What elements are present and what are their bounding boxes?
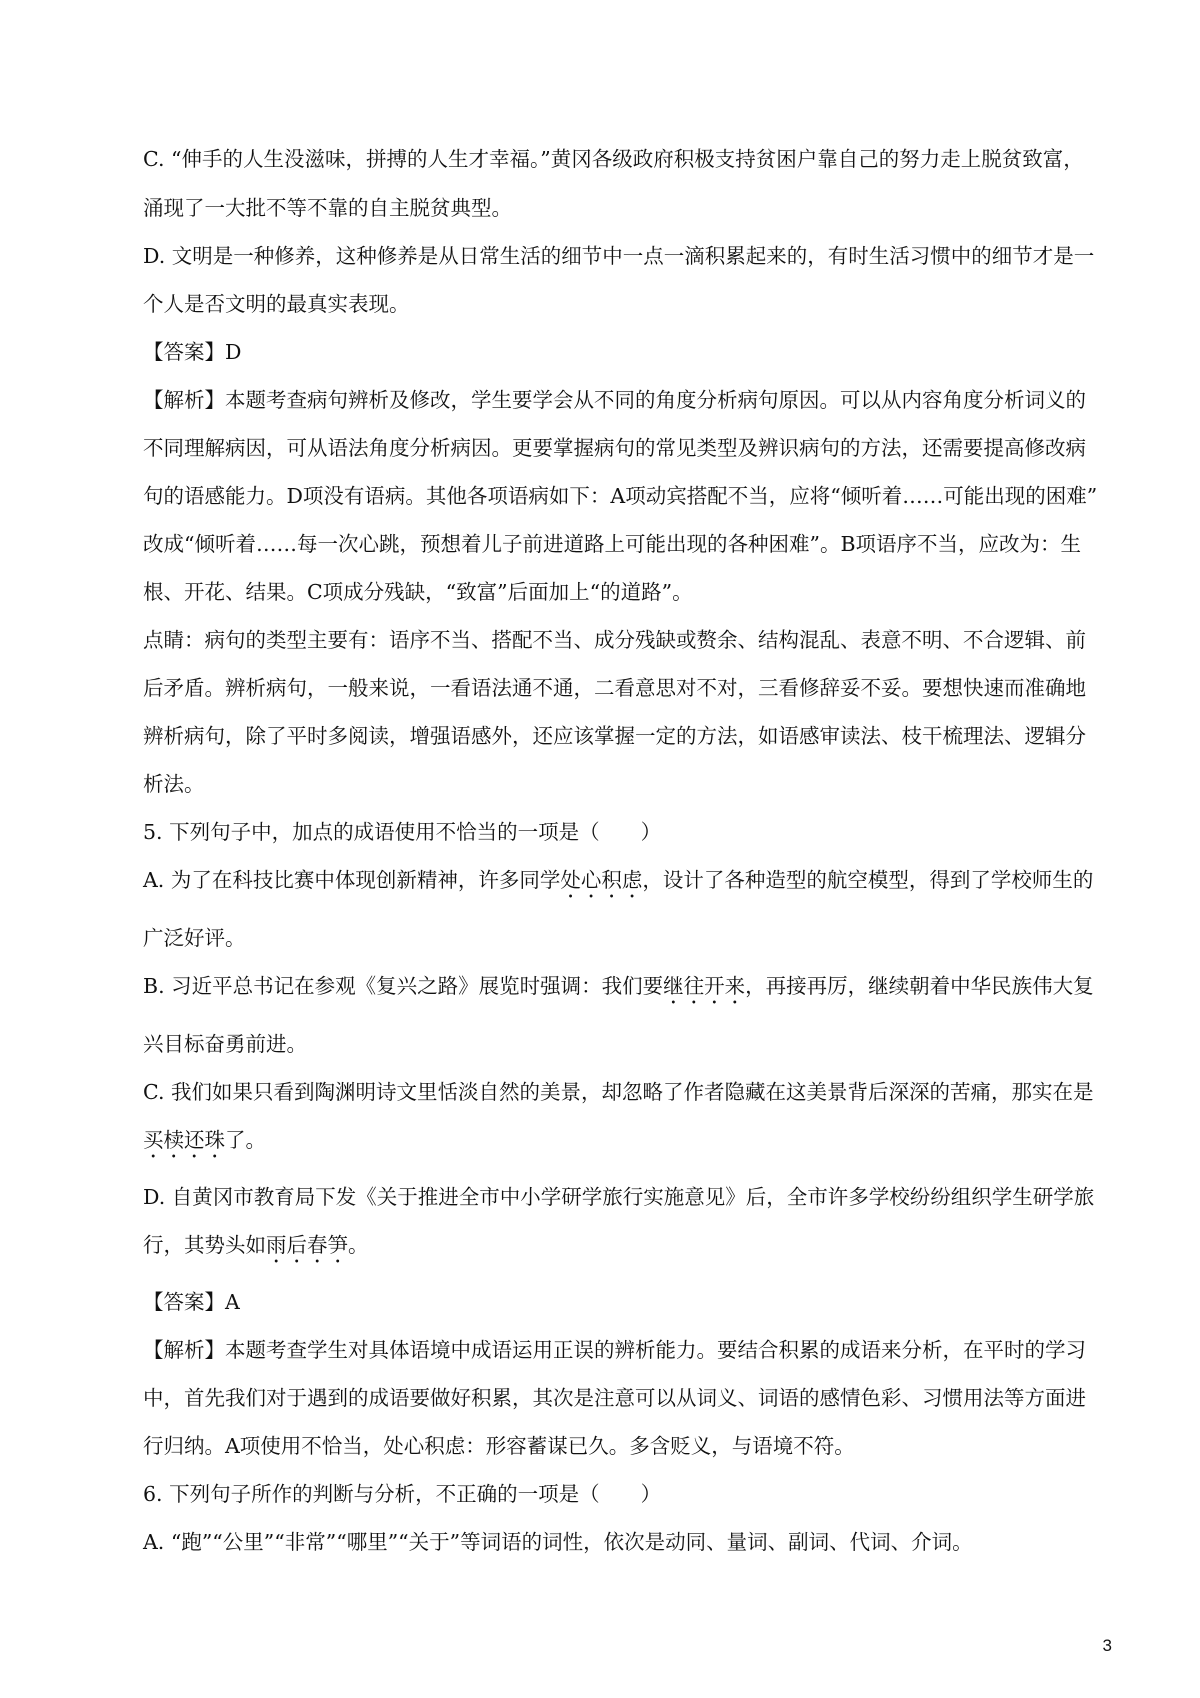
q5-option-b-line-1 xyxy=(143,972,1103,1009)
q6-option-a: A. “跑”“公里”“非常”“哪里”“关于”等词语的词性，依次是动同、量词、副词、代词、介词。 xyxy=(143,1530,973,1554)
tip-q4-line-4: 析法。 xyxy=(143,772,205,796)
analysis-q4-line-4: 改成“倾听着……每一次心跳，预想着儿子前进道路上可能出现的各种困难”。B项语序不当，应改为：生 xyxy=(143,532,1082,556)
option-d-line-2: 个人是否文明的最真实表现。 xyxy=(143,292,410,316)
answer-q4: 【答案】D xyxy=(143,340,242,364)
q5-option-a-line-2: 广泛好评。 xyxy=(143,926,246,950)
q5-a-idiom-dotted: 处心积虑 xyxy=(560,868,643,892)
analysis-q4-line-2: 不同理解病因，可从语法角度分析病因。更要掌握病句的常见类型及辨识病句的方法，还需要提高修改病 xyxy=(143,436,1086,460)
tip-q4-line-3: 辨析病句，除了平时多阅读，增强语感外，还应该掌握一定的方法，如语感审读法、枝干梳理法、逻辑分 xyxy=(143,724,1086,748)
answer-q5: 【答案】A xyxy=(143,1290,240,1314)
q5-c-idiom-dotted: 买椟还珠 xyxy=(143,1128,225,1152)
question-5-stem: 5. 下列句子中，加点的成语使用不恰当的一项是（ ） xyxy=(143,820,662,844)
q5-a-text-pre: A. 为了在科技比赛中体现创新精神，许多同学 xyxy=(143,868,561,892)
q5-option-d-line-1: D. 自黄冈市教育局下发《关于推进全市中小学研学旅行实施意见》后，全市许多学校纷纷组织学生研学旅 xyxy=(143,1185,1095,1209)
question-6-stem: 6. 下列句子所作的判断与分析，不正确的一项是（ ） xyxy=(143,1482,662,1506)
analysis-q4-line-3: 句的语感能力。D项没有语病。其他各项语病如下：A项动宾搭配不当，应将“倾听着……可能出现的困难” xyxy=(143,484,1098,508)
q5-option-b-line-2: 兴目标奋勇前进。 xyxy=(143,1032,307,1056)
q5-option-c-line-2 xyxy=(143,1126,1103,1163)
analysis-q5-line-1: 【解析】本题考查学生对具体语境中成语运用正误的辨析能力。要结合积累的成语来分析，在平时的学习 xyxy=(143,1338,1086,1362)
q5-a-text-post: ，设计了各种造型的航空模型，得到了学校师生的 xyxy=(642,868,1094,892)
analysis-q4-line-1: 【解析】本题考查病句辨析及修改，学生要学会从不同的角度分析病句原因。可以从内容角度分析词义的 xyxy=(143,388,1086,412)
tip-q4-line-1: 点睛：病句的类型主要有：语序不当、搭配不当、成分残缺或赘余、结构混乱、表意不明、不合逻辑、前 xyxy=(143,628,1086,652)
option-c-line-1: C. “伸手的人生没滋味，拼搏的人生才幸福。”黄冈各级政府积极支持贫困户靠自己的努力走上脱贫致富， xyxy=(143,147,1084,171)
q5-option-c-line-1: C. 我们如果只看到陶渊明诗文里恬淡自然的美景，却忽略了作者隐藏在这美景背后深深的苦痛，那实在是 xyxy=(143,1080,1094,1104)
option-c-line-2: 涌现了一大批不等不靠的自主脱贫典型。 xyxy=(143,196,512,220)
q5-b-text-post: ，再接再厉，继续朝着中华民族伟大复 xyxy=(745,974,1094,998)
q5-option-a-line-1 xyxy=(143,866,1103,903)
analysis-q4-line-5: 根、开花、结果。C项成分残缺，“致富”后面加上“的道路”。 xyxy=(143,580,693,604)
page-number: 3 xyxy=(1102,1636,1112,1655)
q5-d-idiom-dotted: 雨后春笋 xyxy=(266,1233,348,1257)
tip-q4-line-2: 后矛盾。辨析病句，一般来说，一看语法通不通，二看意思对不对，三看修辞妥不妥。要想快速而准确地 xyxy=(143,676,1086,700)
q5-option-d-line-2 xyxy=(143,1231,1103,1268)
q5-b-idiom-dotted: 继往开来 xyxy=(663,974,746,998)
q5-d-text-pre: 行，其势头如 xyxy=(143,1233,266,1257)
analysis-q5-line-2: 中，首先我们对于遇到的成语要做好积累，其次是注意可以从词义、词语的感情色彩、习惯用法等方面进 xyxy=(143,1386,1086,1410)
q5-b-text-pre: B. 习近平总书记在参观《复兴之路》展览时强调：我们要 xyxy=(143,974,664,998)
analysis-q5-line-3: 行归纳。A项使用不恰当，处心积虑：形容蓄谋已久。多含贬义，与语境不符。 xyxy=(143,1434,855,1458)
q5-c-text-post: 了。 xyxy=(225,1128,266,1152)
q5-d-text-post: 。 xyxy=(348,1233,369,1257)
option-d-line-1: D. 文明是一种修养，这种修养是从日常生活的细节中一点一滴积累起来的，有时生活习惯中的细节才是一 xyxy=(143,244,1095,268)
